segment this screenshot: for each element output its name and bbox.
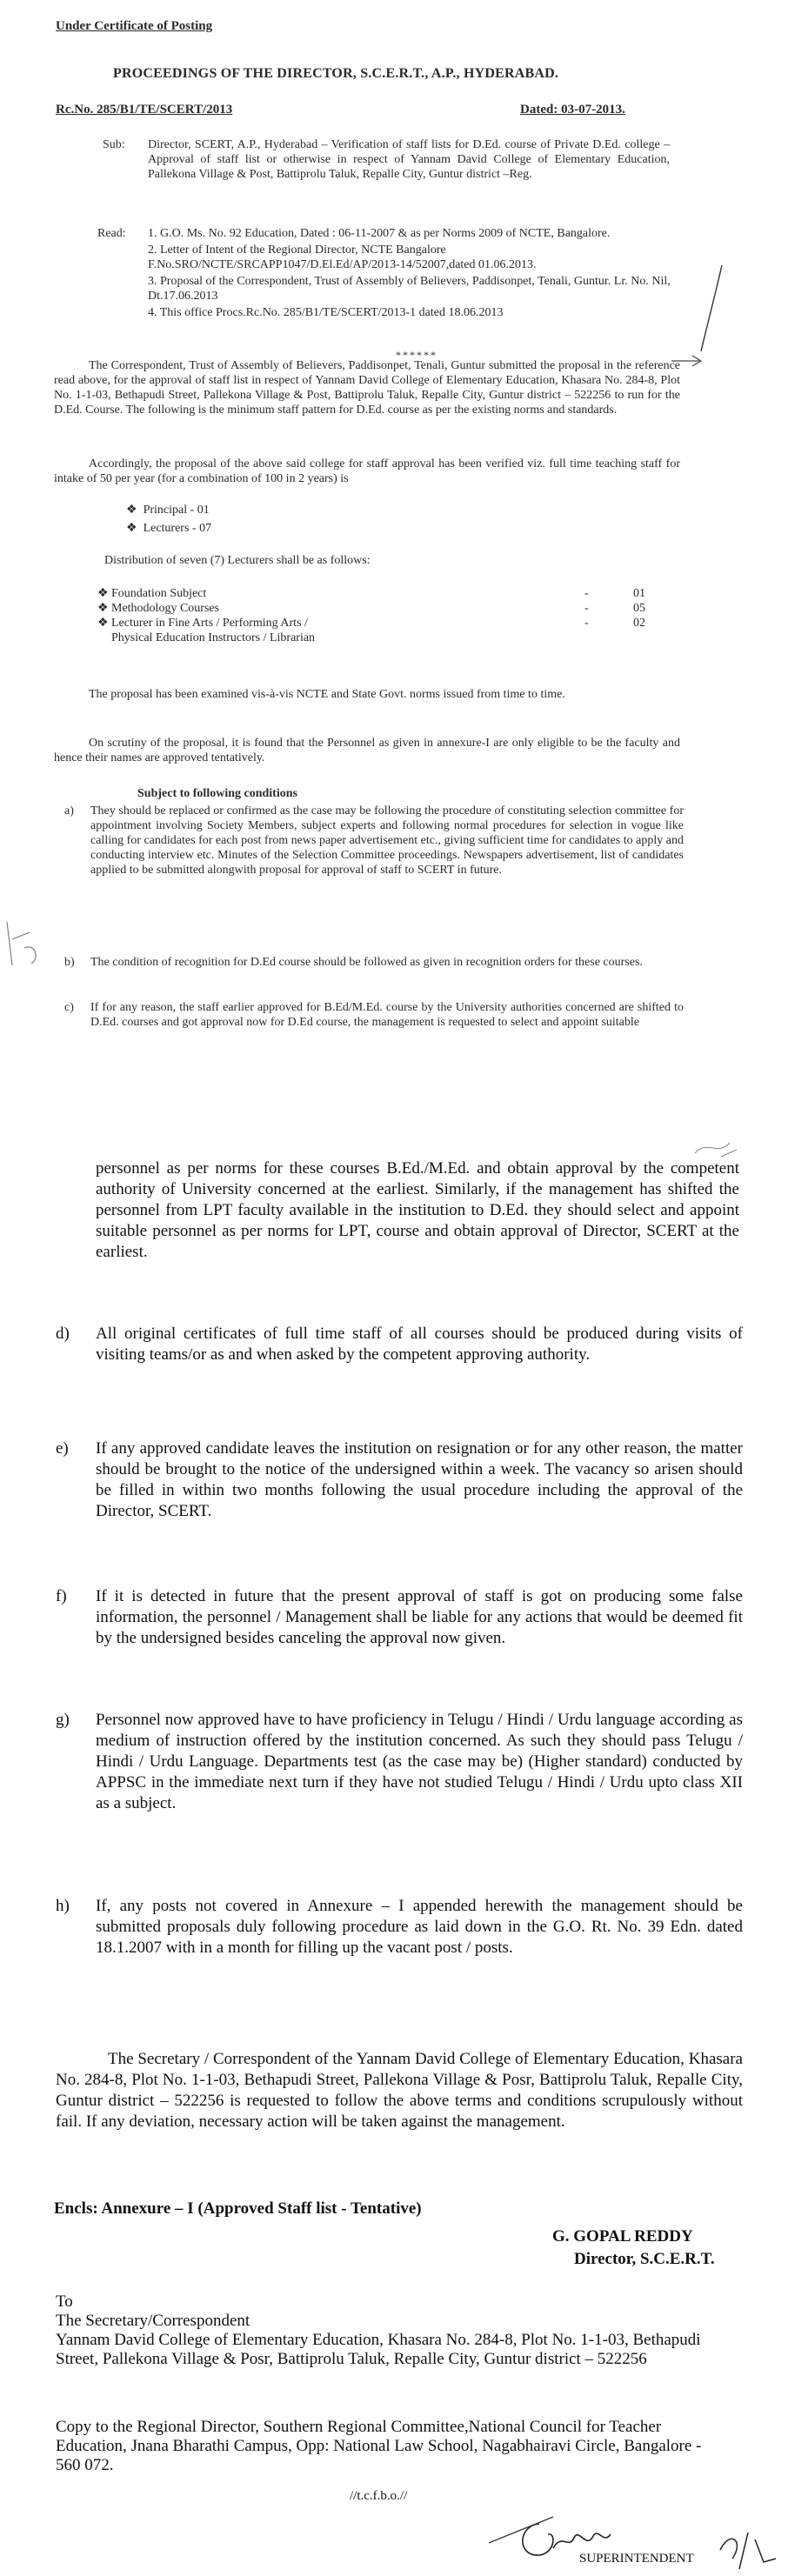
proceedings-title: PROCEEDINGS OF THE DIRECTOR, S.C.E.R.T., A.P., HYDERABAD. (113, 66, 559, 81)
issue-date: Dated: 03-07-2013. (520, 103, 625, 117)
recipient-address: Yannam David College of Elementary Education, Khasara No. 284-8, Plot No. 1-1-03, Bethapudi Street, Pallekona Village & Posr, Battiprolu Taluk, Repalle City, Guntur district – 522256 (56, 2331, 701, 2368)
distribution-row: ❖ Lecturer in Fine Arts / Performing Arts / - 02 (97, 617, 645, 630)
scan-page-1 (0, 0, 788, 1122)
condition-b (64, 955, 684, 970)
subject-text: Director, SCERT, A.P., Hyderabad – Verification of staff lists for D.Ed. course of Private D.Ed. college – Approval of staff list or otherwise in respect of Yannam David College of Elementary Education, Pallekona Village & Post, Battiprolu Taluk, Repalle City, Guntur district –Reg. (148, 138, 670, 181)
pen-stroke-mark (696, 261, 731, 357)
to-label: To (56, 2292, 73, 2311)
bullet-icon: ❖ (126, 522, 137, 535)
read-label: Read: (97, 227, 126, 240)
condition-text: All original certificates of full time staff of all courses should be produced during visits of visiting teams/or as and when asked by the competent approving authority. (96, 1325, 743, 1364)
condition-letter: b) (64, 956, 75, 969)
bullet-icon: ❖ (126, 504, 137, 517)
distribution-row: ❖ Methodology Courses - 05 (97, 602, 645, 615)
distribution-list (97, 586, 654, 645)
distribution-row: Physical Education Instructors / Librarian (111, 631, 316, 644)
reference-item: 3. Proposal of the Correspondent, Trust of Assembly of Believers, Paddisonpet, Tenali, Guntur. Lr. No. Nil, Dt.17.06.2013 (148, 275, 671, 303)
signatory-name: G. GOPAL REDDY (552, 2227, 693, 2246)
condition-text: Personnel now approved have to have proficiency in Telugu / Hindi / Urdu language according as medium of instruction offered by the institution concerned. As such they should pass Telugu / Hindi / Urdu Language. Departments test (as the case may be) (Higher standard) conducted by APPSC in the immediate next turn if they have not studied Telugu / Hindi / Urdu upto class XII as a subject. (96, 1711, 743, 1812)
condition-letter: g) (56, 1711, 70, 1729)
condition-h (56, 1896, 743, 1959)
read-references (148, 226, 687, 322)
bullet-icon: ❖ (97, 587, 109, 600)
condition-text: The condition of recognition for D.Ed course should be followed as given in recognition orders for these courses. (90, 956, 643, 969)
list-item: ❖ Principal - 01 (126, 504, 210, 517)
reference-item: 2. Letter of Intent of the Regional Director, NCTE Bangalore F.No.SRO/NCTE/SRCAPP1047/D.El.Ed/AP/2013-14/52007,dated 01.06.2013. (148, 244, 537, 271)
condition-text: If any approved candidate leaves the institution on resignation or for any other reason, the matter should be brought to the notice of the undersigned within a week. The vacancy so arisen should be filled in within two months following the usual procedure including the approval of the Director, SCERT. (96, 1439, 743, 1520)
subject-label: Sub: (103, 138, 125, 151)
bullet-icon: ❖ (97, 617, 109, 630)
condition-a (64, 804, 684, 878)
condition-text: If for any reason, the staff earlier approved for B.Ed/M.Ed. course by the University authorities concerned are shifted to D.Ed. courses and got approval now for D.Ed course, the management is requested to select and appoint suitable (90, 1001, 684, 1029)
condition-text: If it is detected in future that the present approval of staff is got on producing some false information, the personnel / Management shall be liable for any actions that would be deemed fit by the undersigned besides canceling the approval now given. (96, 1587, 743, 1647)
recipient-block (56, 2292, 717, 2369)
superintendent-stamp: SUPERINTENDENT (579, 2552, 694, 2566)
reference-number: Rc.No. 285/B1/TE/SCERT/2013 (56, 103, 233, 117)
closing-paragraph: The Secretary / Correspondent of the Yannam David College of Elementary Education, Khasara No. 284-8, Plot No. 1-1-03, Bethapudi Street, Pallekona Village & Posr, Battiprolu Taluk, Repalle City, Guntur district – 522256 is requested to follow the above terms and conditions scrupulously without fail. If any deviation, necessary action will be taken against the management. (56, 2050, 743, 2131)
condition-g (56, 1710, 743, 1814)
signatory-designation: Director, S.C.E.R.T. (574, 2250, 715, 2268)
condition-letter: e) (56, 1439, 69, 1458)
body-paragraph: The proposal has been examined vis-à-vis NCTE and State Govt. norms issued from time to time. (89, 688, 565, 701)
handwritten-date-mark (713, 2524, 783, 2576)
margin-scribble-mark (0, 913, 52, 974)
condition-letter: d) (56, 1325, 70, 1343)
condition-c-continued: personnel as per norms for these courses B.Ed./M.Ed. and obtain approval by the competent authority of University concerned at the earliest. Similarly, if the management has shifted the personnel from LPT faculty available in the institution to D.Ed. they should select and appoint suitable personnel as per norms for LPT, course and obtain approval of Director, SCERT at the earliest. (96, 1159, 739, 1261)
condition-c (64, 1000, 684, 1030)
recipient-title: The Secretary/Correspondent (56, 2312, 250, 2330)
separator-stars: ****** (396, 349, 437, 361)
reference-item: 1. G.O. Ms. No. 92 Education, Dated : 06-11-2007 & as per Norms 2009 of NCTE, Bangalore. (148, 227, 611, 240)
distribution-row: ❖ Foundation Subject - 01 (97, 587, 645, 600)
staff-pattern-list (126, 503, 211, 539)
condition-d (56, 1324, 743, 1365)
pen-line-mark (487, 2513, 557, 2548)
distribution-heading: Distribution of seven (7) Lecturers shall be as follows: (104, 554, 371, 567)
condition-letter: c) (64, 1001, 74, 1014)
body-paragraph: Accordingly, the proposal of the above said college for staff approval has been verified viz. full time teaching staff for intake of 50 per year (for a combination of 100 in 2 years) is (54, 457, 680, 485)
condition-letter: a) (64, 804, 74, 818)
under-certificate-heading: Under Certificate of Posting (56, 19, 213, 33)
condition-letter: h) (56, 1897, 70, 1915)
copy-to-line: Copy to the Regional Director, Southern Regional Committee,National Council for Teacher Education, Jnana Bharathi Campus, Opp: National Law School, Nagabhairavi Circle, Bangalore - 560 072. (56, 2418, 702, 2474)
condition-text: If, any posts not covered in Annexure – I appended herewith the management should be submitted proposals duly following procedure as laid down in the G.O. Rt. No. 39 Edn. dated 18.1.2007 with in a month for filling up the vacant post / posts. (96, 1897, 743, 1957)
scan-page-2 (0, 1122, 788, 2566)
body-paragraph: The Correspondent, Trust of Assembly of Believers, Paddisonpet, Tenali, Guntur submitted the proposal in the reference read above, for the approval of staff list in respect of Yannam David College of Elementary Education, Khasara No. 284-8, Plot No. 1-1-03, Bethapudi Street, Pallekona Village & Post, Battiprolu Taluk, Repalle City, Guntur district – 522256 to run for the D.Ed. Course. The following is the minimum staff pattern for D.Ed. course as per the existing norms and standards. (54, 359, 680, 417)
condition-f (56, 1586, 743, 1649)
bullet-icon: ❖ (97, 602, 109, 615)
condition-letter: f) (56, 1587, 67, 1605)
conditions-heading: Subject to following conditions (137, 787, 297, 800)
reference-item: 4. This office Procs.Rc.No. 285/B1/TE/SCERT/2013-1 dated 18.06.2013 (148, 306, 504, 319)
pen-arrow-mark (670, 352, 705, 370)
body-paragraph: On scrutiny of the proposal, it is found that the Personnel as given in annexure-I are only eligible to be the faculty and hence their names are approved tentatively. (54, 737, 680, 764)
enclosures-line: Encls: Annexure – I (Approved Staff list - Tentative) (54, 2199, 422, 2218)
list-item: ❖ Lecturers - 07 (126, 522, 212, 535)
condition-e (56, 1438, 743, 1522)
condition-text: They should be replaced or confirmed as the case may be following the procedure of constituting selection committee for appointment involving Society Members, subject experts and following normal procedures for selection in vogue like calling for candidates for each post from news paper advertisement etc., giving sufficient time for candidates to apply and conducting interview etc. Minutes of the Selection Committee proceedings. Newspapers advertisement, list of candidates applied to be submitted alongwith proposal for approval of staff to SCERT in future. (90, 804, 684, 877)
true-copy-mark: //t.c.f.b.o.// (350, 2489, 408, 2503)
